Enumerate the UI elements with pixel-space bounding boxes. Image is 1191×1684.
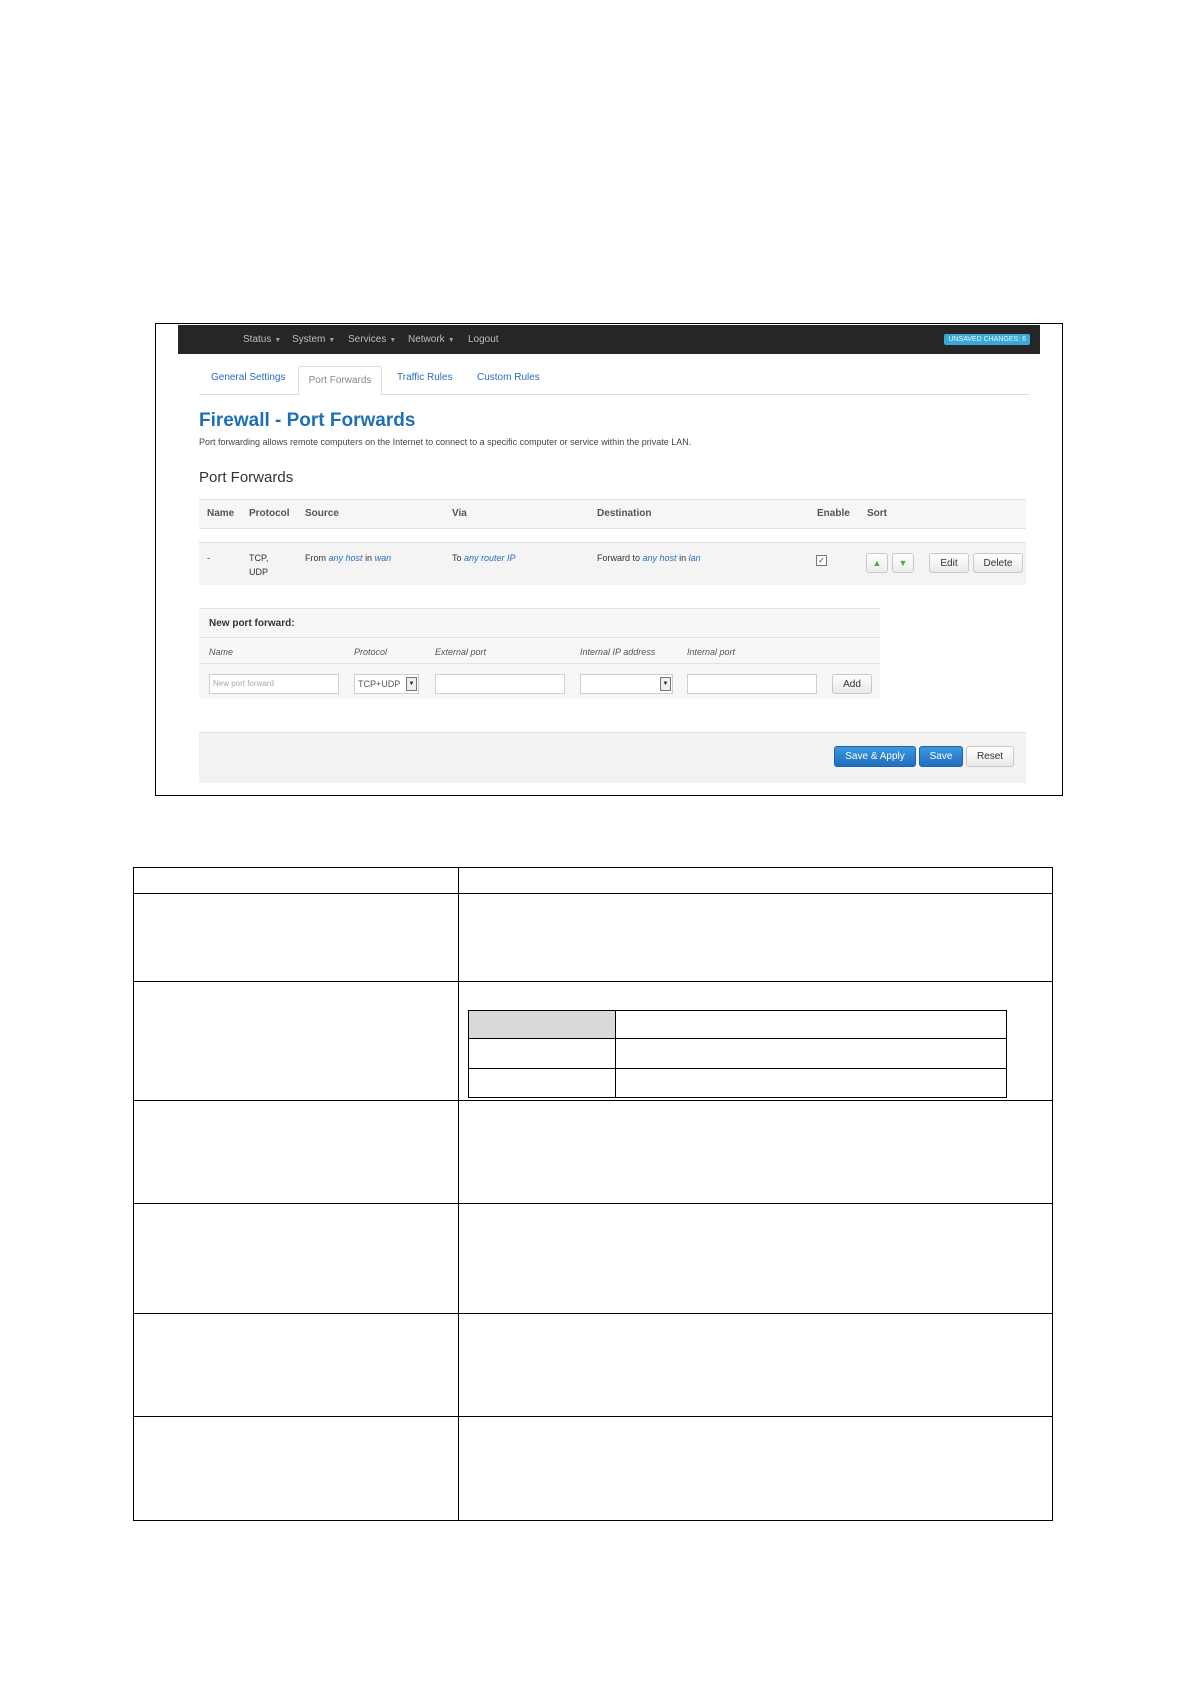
internal-port-input[interactable] xyxy=(687,674,817,694)
table-rule xyxy=(134,1313,1052,1314)
save-apply-button[interactable]: Save & Apply xyxy=(834,746,916,767)
unsaved-changes-badge[interactable]: UNSAVED CHANGES: 6 xyxy=(944,334,1030,345)
edit-button[interactable]: Edit xyxy=(929,553,969,573)
screenshot-frame xyxy=(155,323,1063,796)
nav-services[interactable]: Services ▼ xyxy=(348,334,397,345)
caret-down-icon: ▼ xyxy=(389,337,397,344)
page-title: Firewall - Port Forwards xyxy=(199,410,416,431)
save-button[interactable]: Save xyxy=(919,746,963,767)
nav-system[interactable]: System ▼ xyxy=(292,334,336,345)
col-via: Via xyxy=(452,508,467,519)
move-up-button[interactable] xyxy=(866,553,888,573)
nav-status[interactable]: Status ▼ xyxy=(243,334,282,345)
table-rule xyxy=(134,1203,1052,1204)
caret-down-icon: ▼ xyxy=(328,337,336,344)
npf-col-external-port: External port xyxy=(435,647,487,657)
section-title: Port Forwards xyxy=(199,469,294,486)
table-rule xyxy=(469,1038,1006,1039)
row-source: From any host in wan xyxy=(305,553,392,563)
page-description: Port forwarding allows remote computers on the Internet to connect to a specific computer or service within the private LAN. xyxy=(199,437,692,447)
enable-checkbox[interactable]: ✓ xyxy=(816,555,827,566)
document-table xyxy=(133,867,1053,1521)
table-rule xyxy=(134,893,1052,894)
row-destination: Forward to any host in lan xyxy=(597,553,701,563)
col-name: Name xyxy=(207,508,235,519)
nested-table xyxy=(468,1010,1007,1098)
tab-port-forwards[interactable]: Port Forwards xyxy=(298,366,382,395)
caret-down-icon: ▼ xyxy=(274,337,282,344)
dropdown-arrow-icon: ▼ xyxy=(660,677,671,691)
table-rule xyxy=(134,981,1052,982)
npf-col-internal-port: Internal port xyxy=(687,647,736,657)
dropdown-arrow-icon: ▼ xyxy=(406,677,417,691)
arrow-down-icon: ▼ xyxy=(898,558,908,568)
tab-custom-rules[interactable]: Custom Rules xyxy=(477,372,540,383)
reset-button[interactable]: Reset xyxy=(966,746,1014,767)
npf-col-internal-ip: Internal IP address xyxy=(580,647,656,657)
divider xyxy=(199,663,880,664)
col-protocol: Protocol xyxy=(249,508,290,519)
col-sort: Sort xyxy=(867,508,887,519)
move-down-button[interactable] xyxy=(892,553,914,573)
nav-network[interactable]: Network ▼ xyxy=(408,334,455,345)
divider xyxy=(199,637,880,638)
new-port-forward-title: New port forward: xyxy=(209,618,295,629)
nested-table-header-cell xyxy=(469,1011,615,1038)
npf-col-name: Name xyxy=(209,647,234,657)
add-button[interactable]: Add xyxy=(832,674,872,694)
arrow-up-icon: ▲ xyxy=(872,558,882,568)
caret-down-icon: ▼ xyxy=(447,337,455,344)
table-rule xyxy=(134,1100,1052,1101)
table-column-rule xyxy=(615,1011,616,1097)
delete-button[interactable]: Delete xyxy=(973,553,1023,573)
new-forward-name-input[interactable]: New port forward xyxy=(209,674,339,694)
protocol-select[interactable]: TCP+UDP ▼ xyxy=(354,674,419,694)
nav-logout[interactable]: Logout xyxy=(468,334,499,345)
col-enable: Enable xyxy=(817,508,850,519)
row-protocol: TCP, xyxy=(249,553,269,563)
col-destination: Destination xyxy=(597,508,652,519)
internal-ip-select[interactable] xyxy=(580,674,673,694)
table-column-rule xyxy=(458,868,459,1520)
external-port-input[interactable] xyxy=(435,674,565,694)
table-rule xyxy=(134,1416,1052,1417)
tab-traffic-rules[interactable]: Traffic Rules xyxy=(397,372,453,383)
row-via: To any router IP xyxy=(452,553,516,563)
npf-col-protocol: Protocol xyxy=(354,647,388,657)
top-nav-bar xyxy=(178,325,1040,354)
row-name: - xyxy=(207,553,210,563)
col-source: Source xyxy=(305,508,339,519)
tab-general-settings[interactable]: General Settings xyxy=(211,372,286,383)
table-rule xyxy=(469,1068,1006,1069)
row-protocol-line2: UDP xyxy=(249,567,269,577)
